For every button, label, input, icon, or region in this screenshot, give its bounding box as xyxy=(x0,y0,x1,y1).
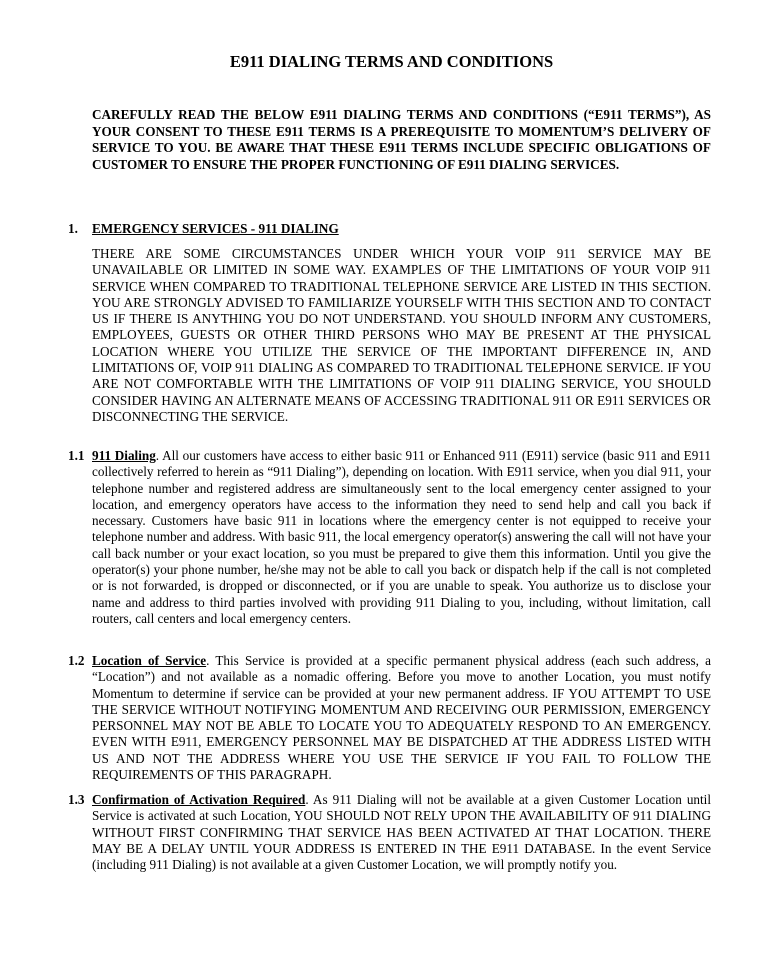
clause-1-2-heading: Location of Service xyxy=(92,653,207,668)
clause-1-1-heading: 911 Dialing xyxy=(92,448,156,463)
clause-1-1-number: 1.1 xyxy=(68,448,85,463)
clause-1-1-paragraph xyxy=(92,448,711,627)
section-1-heading-row xyxy=(92,221,711,237)
clause-1-2-body: . This Service is provided at a specific permanent physical address (each such address, a “Location”) and not available as a nomadic offering. Before you move to another Location, you must notify Momentum to determine if service can be provided at your new permanent address. IF YOU ATTEMPT TO USE THE SERVICE WITHOUT NOTIFYING MOMENTUM AND RECEIVING OUR PERMISSION, EMERGENCY PERSONNEL MAY NOT BE ABLE TO LOCATE YOU TO ADEQUATELY RESPOND TO AN EMERGENCY. EVEN WITH E911, EMERGENCY PERSONNEL MAY BE DISPATCHED AT THE ADDRESS LISTED WITH US AND NOT THE ADDRESS WHERE YOU USE THE SERVICE IF YOU FAIL TO FOLLOW THE REQUIREMENTS OF THIS PARAGRAPH. xyxy=(92,653,711,783)
clause-1-2-number: 1.2 xyxy=(68,653,85,668)
page-title: E911 DIALING TERMS AND CONDITIONS xyxy=(229,52,554,71)
section-1-heading: EMERGENCY SERVICES - 911 DIALING xyxy=(92,221,339,236)
intro-paragraph: CAREFULLY READ THE BELOW E911 DIALING TERMS AND CONDITIONS (“E911 TERMS”), AS YOUR CONSENT TO THESE E911 TERMS IS A PREREQUISITE TO MOMENTUM’S DELIVERY OF SERVICE TO YOU. BE AWARE THAT THESE E911 TERMS INCLUDE SPECIFIC OBLIGATIONS OF CUSTOMER TO ENSURE THE PROPER FUNCTIONING OF E911 DIALING SERVICES. xyxy=(92,107,711,172)
section-1-body: THERE ARE SOME CIRCUMSTANCES UNDER WHICH YOUR VOIP 911 SERVICE MAY BE UNAVAILABLE OR LIMITED IN SOME WAY. EXAMPLES OF THE LIMITATIONS OF YOUR VOIP 911 SERVICE WHEN COMPARED TO TRADITIONAL TELEPHONE SERVICE ARE LISTED IN THIS SECTION. YOU ARE STRONGLY ADVISED TO FAMILIARIZE YOURSELF WITH THIS SECTION AND TO CONTACT US IF THERE IS ANYTHING YOU DO NOT UNDERSTAND. YOU SHOULD INFORM ANY CUSTOMERS, EMPLOYEES, GUESTS OR OTHER THIRD PERSONS WHO MAY BE PRESENT AT THE PHYSICAL LOCATION WHERE YOU UTILIZE THE SERVICE OF THE IMPORTANT DIFFERENCE IN, AND LIMITATIONS OF, VOIP 911 DIALING AS COMPARED TO TRADITIONAL TELEPHONE SERVICE. IF YOU ARE NOT COMFORTABLE WITH THE LIMITATIONS OF VOIP 911 DIALING SERVICE, YOU SHOULD CONSIDER HAVING AN ALTERNATE MEANS OF ACCESSING TRADITIONAL 911 OR E911 SERVICES OR DISCONNECTING THE SERVICE. xyxy=(92,246,711,424)
clause-1-3-paragraph xyxy=(92,792,711,873)
section-1-number: 1. xyxy=(68,221,78,236)
clause-1-3-heading: Confirmation of Activation Required xyxy=(92,792,306,807)
clause-1-3-body: . As 911 Dialing will not be available at a given Customer Location until Service is activated at such Location, YOU SHOULD NOT RELY UPON THE AVAILABILITY OF 911 DIALING WITHOUT FIRST CONFIRMING THAT SERVICE HAS BEEN ACTIVATED AT THAT LOCATION. THERE MAY BE A DELAY UNTIL YOUR ADDRESS IS ENTERED IN THE E911 DATABASE. In the event Service (including 911 Dialing) is not available at a given Customer Location, we will promptly notify you. xyxy=(92,792,711,873)
clause-1-1-body: . All our customers have access to either basic 911 or Enhanced 911 (E911) service (basic 911 and E911 collectively referred to herein as “911 Dialing”), depending on location. With E911 service, when you dial 911, your telephone number and registered address are simultaneously sent to the local emergency center assigned to your location, and emergency operators have access to the information they need to send help and call you back if necessary. Customers have basic 911 in locations where the emergency center is not equipped to receive your telephone number and address. With basic 911, the local emergency operator(s) answering the call will not have your call back number or your exact location, so you must be prepared to give them this information. Until you give the operator(s) your phone number, he/she may not be able to call you back or dispatch help if the call is not completed or is not forwarded, is dropped or disconnected, or if you are unable to speak. You authorize us to disclose your name and address to third parties involved with providing 911 Dialing to you, including, without limitation, call routers, call centers and local emergency centers. xyxy=(92,448,711,626)
clause-1-3-number: 1.3 xyxy=(68,792,85,807)
clause-1-2-paragraph xyxy=(92,653,711,783)
